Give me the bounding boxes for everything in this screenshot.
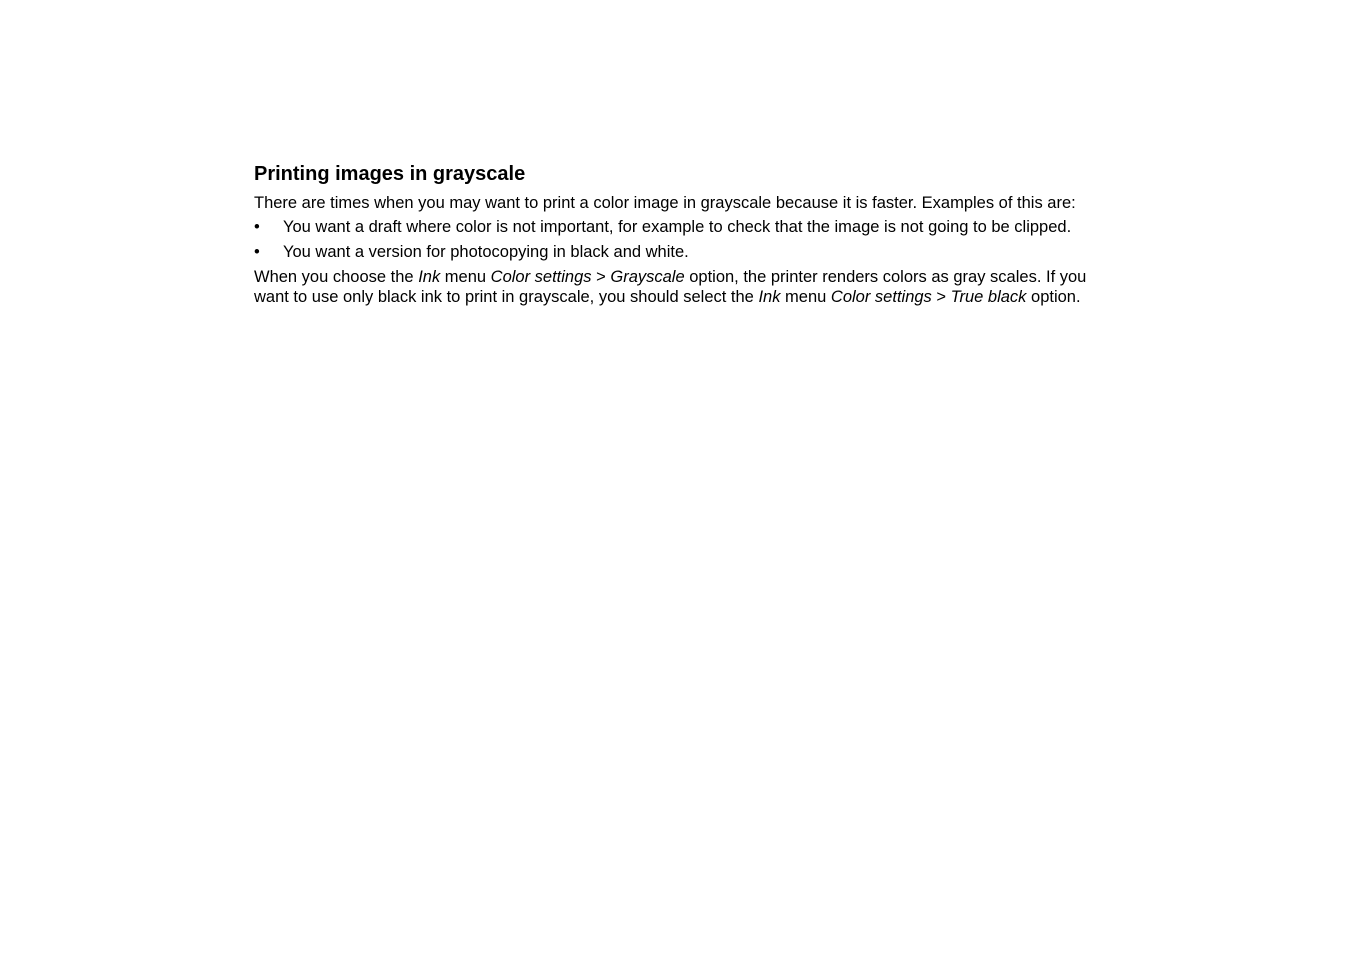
list-item-text: You want a draft where color is not important, for example to check that the image is not going to be clipped. (283, 218, 1072, 236)
closing-line-1 (254, 267, 1114, 287)
closing-text: > (591, 268, 611, 286)
bullet-marker: • (254, 218, 260, 236)
closing-text: option, the printer renders colors as gray scales. If you (684, 268, 1087, 286)
closing-text: menu (780, 288, 831, 306)
list-item (254, 242, 1114, 262)
closing-text: When you choose the (254, 268, 419, 286)
list-item-text: You want a version for photocopying in black and white. (283, 243, 689, 261)
ink-menu-term: Ink (418, 268, 441, 286)
closing-text: want to use only black ink to print in grayscale, you should select the (254, 288, 759, 306)
closing-text: > (931, 288, 951, 306)
closing-text: menu (440, 268, 491, 286)
document-section (254, 162, 1114, 307)
example-list (254, 217, 1114, 262)
list-item (254, 217, 1114, 237)
bullet-marker: • (254, 243, 260, 261)
true-black-term: True black (950, 288, 1027, 306)
closing-line-2 (254, 287, 1114, 307)
section-heading: Printing images in grayscale (254, 163, 526, 185)
color-settings-term: Color settings (490, 268, 592, 286)
closing-paragraph (254, 267, 1114, 307)
ink-menu-term: Ink (758, 288, 781, 306)
intro-paragraph: There are times when you may want to print a color image in grayscale because it is faster. Examples of this are: (254, 194, 1076, 212)
closing-text: option. (1026, 288, 1081, 306)
grayscale-term: Grayscale (610, 268, 685, 286)
color-settings-term: Color settings (830, 288, 932, 306)
